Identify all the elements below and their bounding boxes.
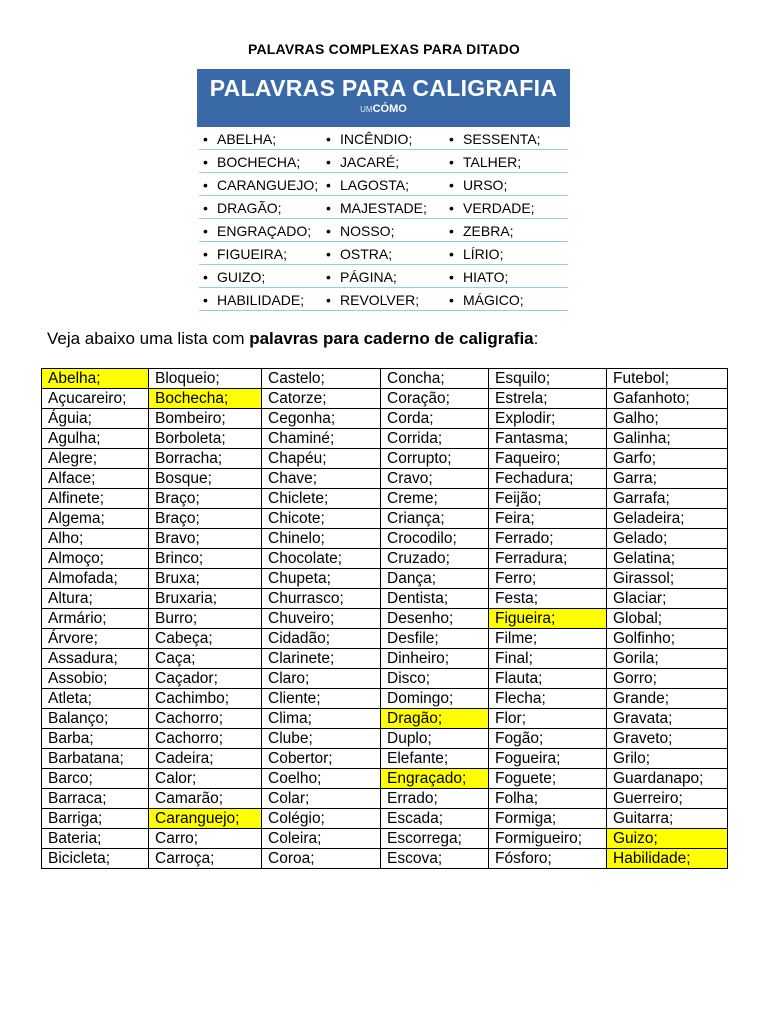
table-cell: Caçador; [149,669,262,689]
table-cell: Cachorro; [149,709,262,729]
table-cell: Explodir; [489,409,607,429]
intro-text: Veja abaixo uma lista com palavras para caderno de caligrafia: [47,329,539,348]
table-cell: Atleta; [42,689,149,709]
table-cell: Altura; [42,589,149,609]
table-row [42,369,728,389]
table-cell: Clima; [262,709,381,729]
table-cell: Chave; [262,469,381,489]
table-cell: Guitarra; [607,809,728,829]
table-cell: Corrupto; [381,449,489,469]
table-row [42,509,728,529]
table-cell: Cidadão; [262,629,381,649]
table-row [42,709,728,729]
table-cell: Galho; [607,409,728,429]
table-cell: Assobio; [42,669,149,689]
table-cell: Agulha; [42,429,149,449]
table-row [42,649,728,669]
table-row [42,729,728,749]
table-cell: Cachorro; [149,729,262,749]
table-cell: Braço; [149,489,262,509]
table-cell: Final; [489,649,607,669]
word-column [199,127,322,311]
table-cell: Gafanhoto; [607,389,728,409]
table-row [42,609,728,629]
table-cell: Cravo; [381,469,489,489]
table-cell: Escorrega; [381,829,489,849]
table-cell: Grilo; [607,749,728,769]
table-row [42,449,728,469]
image-word: • OSTRA; [322,242,445,265]
table-cell: Ferrado; [489,529,607,549]
table-cell: Galinha; [607,429,728,449]
table-cell: Gorila; [607,649,728,669]
table-cell: Dentista; [381,589,489,609]
word-column [322,127,445,311]
table-cell: Dragão; [381,709,489,729]
image-word-grid [197,127,570,311]
table-cell: Criança; [381,509,489,529]
table-cell: Borboleta; [149,429,262,449]
image-word: • TALHER; [445,150,568,173]
table-cell: Cliente; [262,689,381,709]
table-cell: Cadeira; [149,749,262,769]
table-cell: Abelha; [42,369,149,389]
table-cell: Feijão; [489,489,607,509]
table-cell: Barbatana; [42,749,149,769]
table-cell: Cegonha; [262,409,381,429]
brand-logo: UMCÓMO [360,103,407,115]
table-row [42,629,728,649]
table-cell: Dança; [381,569,489,589]
table-cell: Churrasco; [262,589,381,609]
image-banner [197,69,570,127]
table-cell: Grande; [607,689,728,709]
table-cell: Bicicleta; [42,849,149,869]
table-cell: Flecha; [489,689,607,709]
table-cell: Barba; [42,729,149,749]
table-row [42,529,728,549]
table-cell: Geladeira; [607,509,728,529]
table-row [42,569,728,589]
image-word: • REVOLVER; [322,288,445,311]
table-cell: Gravata; [607,709,728,729]
image-word: • CARANGUEJO; [199,173,322,196]
table-cell: Carro; [149,829,262,849]
table-cell: Barraca; [42,789,149,809]
image-word: • LAGOSTA; [322,173,445,196]
table-cell: Corda; [381,409,489,429]
table-cell: Chaminé; [262,429,381,449]
table-cell: Crocodilo; [381,529,489,549]
table-cell: Desenho; [381,609,489,629]
table-row [42,589,728,609]
table-cell: Fogueira; [489,749,607,769]
word-column [445,127,568,311]
table-cell: Chuveiro; [262,609,381,629]
table-cell: Faqueiro; [489,449,607,469]
table-cell: Almoço; [42,549,149,569]
table-cell: Flor; [489,709,607,729]
table-cell: Algema; [42,509,149,529]
table-cell: Camarão; [149,789,262,809]
table-cell: Cachimbo; [149,689,262,709]
table-cell: Chupeta; [262,569,381,589]
image-word: • ENGRAÇADO; [199,219,322,242]
table-cell: Concha; [381,369,489,389]
table-cell: Barriga; [42,809,149,829]
table-cell: Corrida; [381,429,489,449]
table-cell: Bruxa; [149,569,262,589]
table-cell: Estrela; [489,389,607,409]
table-cell: Almofada; [42,569,149,589]
banner-title: PALAVRAS PARA CALIGRAFIA [209,75,558,101]
image-word: • MAJESTADE; [322,196,445,219]
table-cell: Bombeiro; [149,409,262,429]
table-cell: Balanço; [42,709,149,729]
table-cell: Guardanapo; [607,769,728,789]
table-cell: Brinco; [149,549,262,569]
image-word: • ZEBRA; [445,219,568,242]
table-cell: Bosque; [149,469,262,489]
table-cell: Gelatina; [607,549,728,569]
table-cell: Coelho; [262,769,381,789]
table-cell: Habilidade; [607,849,728,869]
image-word: • HABILIDADE; [199,288,322,311]
table-cell: Bateria; [42,829,149,849]
caligrafia-image [197,69,570,314]
table-cell: Dinheiro; [381,649,489,669]
image-word: • VERDADE; [445,196,568,219]
table-cell: Bochecha; [149,389,262,409]
table-cell: Coração; [381,389,489,409]
table-cell: Garra; [607,469,728,489]
table-cell: Guizo; [607,829,728,849]
table-cell: Fantasma; [489,429,607,449]
table-row [42,469,728,489]
image-word: • FIGUEIRA; [199,242,322,265]
table-cell: Festa; [489,589,607,609]
image-word: • INCÊNDIO; [322,127,445,150]
table-cell: Castelo; [262,369,381,389]
table-cell: Armário; [42,609,149,629]
table-cell: Coleira; [262,829,381,849]
table-cell: Disco; [381,669,489,689]
table-cell: Flauta; [489,669,607,689]
words-table [41,368,728,869]
table-cell: Chicote; [262,509,381,529]
image-word: • GUIZO; [199,265,322,288]
table-row [42,549,728,569]
table-cell: Braço; [149,509,262,529]
table-cell: Escova; [381,849,489,869]
table-cell: Alegre; [42,449,149,469]
table-cell: Global; [607,609,728,629]
document-title: PALAVRAS COMPLEXAS PARA DITADO [247,41,520,57]
table-cell: Duplo; [381,729,489,749]
table-row [42,389,728,409]
table-cell: Creme; [381,489,489,509]
table-cell: Caça; [149,649,262,669]
table-cell: Chiclete; [262,489,381,509]
table-cell: Clarinete; [262,649,381,669]
table-cell: Árvore; [42,629,149,649]
table-cell: Coroa; [262,849,381,869]
table-cell: Catorze; [262,389,381,409]
table-cell: Guerreiro; [607,789,728,809]
table-cell: Clube; [262,729,381,749]
table-cell: Futebol; [607,369,728,389]
image-word: • ABELHA; [199,127,322,150]
table-row [42,769,728,789]
table-cell: Feira; [489,509,607,529]
image-word: • JACARÉ; [322,150,445,173]
table-cell: Caranguejo; [149,809,262,829]
table-cell: Carroça; [149,849,262,869]
table-cell: Burro; [149,609,262,629]
table-row [42,809,728,829]
table-cell: Domingo; [381,689,489,709]
table-cell: Gorro; [607,669,728,689]
table-row [42,429,728,449]
table-cell: Chinelo; [262,529,381,549]
table-cell: Alface; [42,469,149,489]
table-cell: Colar; [262,789,381,809]
table-cell: Águia; [42,409,149,429]
table-cell: Filme; [489,629,607,649]
table-cell: Fogão; [489,729,607,749]
table-cell: Bravo; [149,529,262,549]
table-row [42,789,728,809]
table-cell: Formiga; [489,809,607,829]
table-row [42,689,728,709]
table-cell: Glaciar; [607,589,728,609]
table-cell: Borracha; [149,449,262,469]
table-cell: Elefante; [381,749,489,769]
table-cell: Chapéu; [262,449,381,469]
table-cell: Bruxaria; [149,589,262,609]
table-cell: Fósforo; [489,849,607,869]
table-cell: Barco; [42,769,149,789]
table-cell: Folha; [489,789,607,809]
table-row [42,749,728,769]
table-cell: Escada; [381,809,489,829]
image-word: • NOSSO; [322,219,445,242]
table-cell: Alfinete; [42,489,149,509]
image-word: • SESSENTA; [445,127,568,150]
table-cell: Garfo; [607,449,728,469]
table-cell: Desfile; [381,629,489,649]
table-row [42,829,728,849]
table-row [42,849,728,869]
table-cell: Açucareiro; [42,389,149,409]
image-word: • MÁGICO; [445,288,568,311]
table-cell: Assadura; [42,649,149,669]
table-cell: Gelado; [607,529,728,549]
table-cell: Girassol; [607,569,728,589]
table-cell: Fechadura; [489,469,607,489]
table-cell: Cruzado; [381,549,489,569]
table-cell: Ferradura; [489,549,607,569]
image-word: • LÍRIO; [445,242,568,265]
image-word: • URSO; [445,173,568,196]
table-cell: Chocolate; [262,549,381,569]
table-cell: Graveto; [607,729,728,749]
table-cell: Colégio; [262,809,381,829]
table-cell: Cobertor; [262,749,381,769]
image-word: • PÁGINA; [322,265,445,288]
table-cell: Calor; [149,769,262,789]
table-cell: Golfinho; [607,629,728,649]
table-cell: Foguete; [489,769,607,789]
table-row [42,489,728,509]
table-cell: Claro; [262,669,381,689]
image-word: • DRAGÃO; [199,196,322,219]
table-cell: Figueira; [489,609,607,629]
table-cell: Engraçado; [381,769,489,789]
image-word: • BOCHECHA; [199,150,322,173]
table-cell: Ferro; [489,569,607,589]
table-cell: Garrafa; [607,489,728,509]
table-cell: Bloqueio; [149,369,262,389]
table-row [42,669,728,689]
table-row [42,409,728,429]
table-cell: Cabeça; [149,629,262,649]
table-cell: Formigueiro; [489,829,607,849]
table-cell: Alho; [42,529,149,549]
table-cell: Errado; [381,789,489,809]
image-word: • HIATO; [445,265,568,288]
table-cell: Esquilo; [489,369,607,389]
